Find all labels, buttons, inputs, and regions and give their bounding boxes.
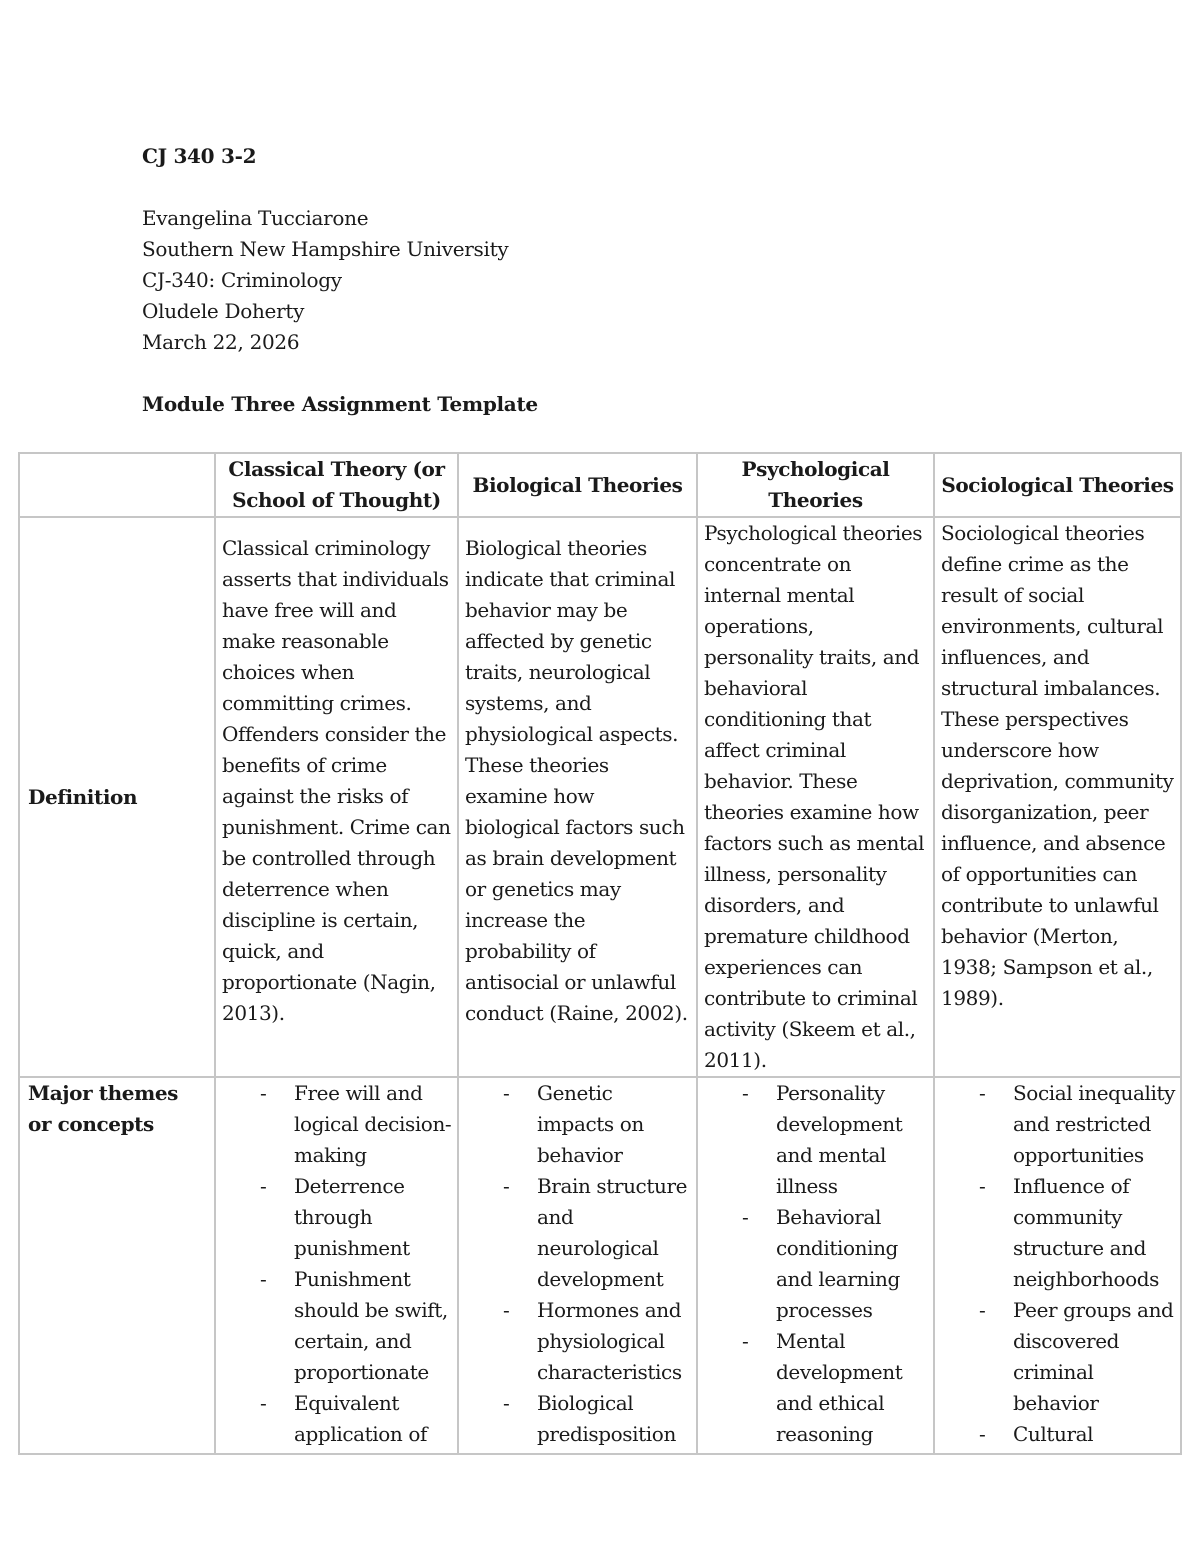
list-item: - Deterrence through punishment (216, 1171, 457, 1264)
themes-classical-list (216, 1078, 457, 1450)
table-row-definition (19, 517, 1181, 1077)
list-item: - Mental development and ethical reasoning (698, 1326, 933, 1450)
header-corner-cell (19, 453, 215, 517)
list-item: - Biological predisposition (459, 1388, 696, 1450)
themes-biological-list (459, 1078, 696, 1450)
theories-comparison-table (18, 452, 1182, 1455)
list-item: - Genetic impacts on behavior (459, 1078, 696, 1171)
institution-name: Southern New Hampshire University (142, 237, 509, 261)
themes-classical (215, 1077, 458, 1454)
list-item: - Free will and logical decision-making (216, 1078, 457, 1171)
list-item: - Equivalent application of (216, 1388, 457, 1450)
list-item: - Personality development and mental illness (698, 1078, 933, 1202)
list-item: - Social inequality and restricted opportunities (935, 1078, 1180, 1171)
list-item: - Peer groups and discovered criminal behavior (935, 1295, 1180, 1419)
definition-biological: Biological theories indicate that criminal behavior may be affected by genetic traits, neurological systems, and physiological aspects. These theories examine how biological factors such as brain development or genetics may increase the probability of antisocial or unlawful conduct (Raine, 2002). (458, 517, 697, 1077)
course-name: CJ-340: Criminology (142, 268, 342, 292)
header-psychological-theories: Psychological Theories (697, 453, 934, 517)
table-header-row (19, 453, 1181, 517)
themes-psychological (697, 1077, 934, 1454)
document-date: March 22, 2026 (142, 330, 300, 354)
list-item: - Cultural (935, 1419, 1180, 1450)
row-label-major-themes: Major themes or concepts (19, 1077, 215, 1454)
row-label-definition: Definition (19, 517, 215, 1077)
list-item: - Hormones and physiological characteristics (459, 1295, 696, 1388)
definition-psychological: Psychological theories concentrate on internal mental operations, personality traits, and behavioral conditioning that affect criminal behavior. These theories examine how factors such as mental illness, personality disorders, and premature childhood experiences can contribute to criminal activity (Skeem et al., 2011). (697, 517, 934, 1077)
author-name: Evangelina Tucciarone (142, 206, 369, 230)
assignment-title: Module Three Assignment Template (142, 392, 538, 416)
instructor-name: Oludele Doherty (142, 299, 305, 323)
header-classical-theory: Classical Theory (or School of Thought) (215, 453, 458, 517)
definition-sociological: Sociological theories define crime as the result of social environments, cultural influences, and structural imbalances. These perspectives underscore how deprivation, community disorganization, peer influence, and absence of opportunities can contribute to unlawful behavior (Merton, 1938; Sampson et al., 1989). (934, 517, 1181, 1077)
title-page-info (142, 203, 508, 358)
list-item: - Brain structure and neurological development (459, 1171, 696, 1295)
themes-sociological (934, 1077, 1181, 1454)
table-row-major-themes (19, 1077, 1181, 1454)
document-title: CJ 340 3-2 (142, 144, 257, 168)
themes-sociological-list (935, 1078, 1180, 1450)
header-biological-theories: Biological Theories (458, 453, 697, 517)
list-item: - Behavioral conditioning and learning processes (698, 1202, 933, 1326)
header-sociological-theories: Sociological Theories (934, 453, 1181, 517)
list-item: - Punishment should be swift, certain, and proportionate (216, 1264, 457, 1388)
list-item: - Influence of community structure and neighborhoods (935, 1171, 1180, 1295)
themes-biological (458, 1077, 697, 1454)
themes-psychological-list (698, 1078, 933, 1450)
definition-classical: Classical criminology asserts that individuals have free will and make reasonable choices when committing crimes. Offenders consider the benefits of crime against the risks of punishment. Crime can be controlled through deterrence when discipline is certain, quick, and proportionate (Nagin, 2013). (215, 517, 458, 1077)
